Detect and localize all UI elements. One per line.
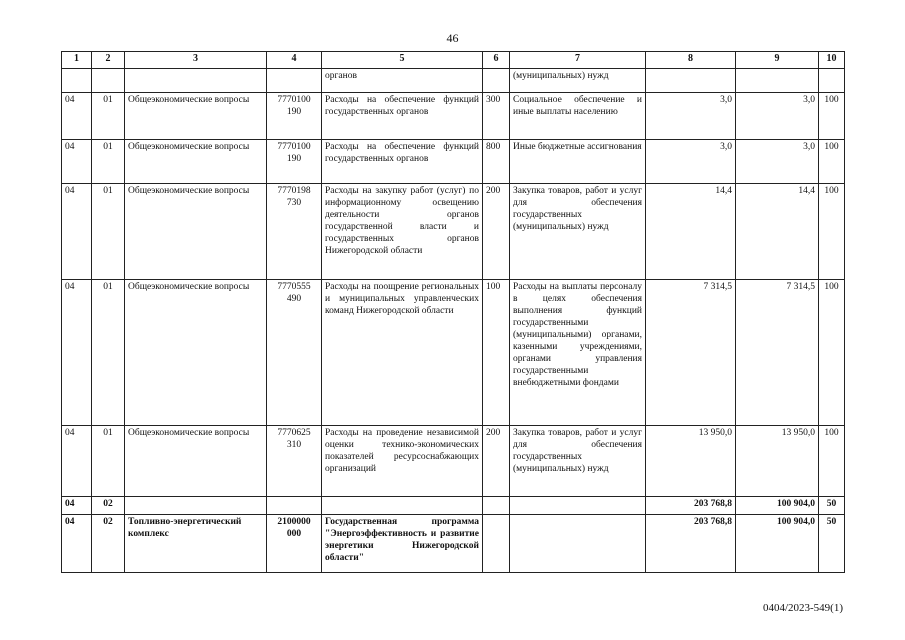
section-name-cell — [125, 497, 267, 515]
table-row — [62, 69, 845, 93]
table-row — [62, 93, 845, 140]
header-cell: 10 — [819, 52, 845, 69]
expense-type-name-cell: Закупка товаров, работ и услуг для обеспечения государственных (муниципальных) нужд — [510, 426, 646, 497]
expense-name-cell: органов — [322, 69, 483, 93]
expense-name-cell: Расходы на поощрение региональных и муниципальных управленческих команд Нижегородской области — [322, 280, 483, 426]
section-code-cell: 04 — [62, 93, 92, 140]
expense-type-name-cell — [510, 497, 646, 515]
percent-cell: 50 — [819, 515, 845, 573]
target-article-cell: 7770555 490 — [267, 280, 322, 426]
section-code-cell: 04 — [62, 426, 92, 497]
target-article-cell: 7770625 310 — [267, 426, 322, 497]
program-row — [62, 515, 845, 573]
subsection-code-cell: 01 — [92, 140, 125, 184]
expense-name-cell: Расходы на закупку работ (услуг) по информационному освещению деятельности органов государственной власти и государственных органов Нижегородской области — [322, 184, 483, 280]
header-cell: 8 — [646, 52, 736, 69]
header-cell: 5 — [322, 52, 483, 69]
expense-name-cell — [322, 497, 483, 515]
table-row — [62, 140, 845, 184]
expense-type-name-cell — [510, 515, 646, 573]
table-header-row — [62, 52, 845, 69]
plan-amount-cell: 3,0 — [646, 140, 736, 184]
document-number: 0404/2023-549(1) — [762, 602, 843, 614]
section-name-cell: Общеэкономические вопросы — [125, 93, 267, 140]
expense-type-code-cell: 200 — [483, 426, 510, 497]
expense-type-name-cell: Социальное обеспечение и иные выплаты населению — [510, 93, 646, 140]
table-row — [62, 280, 845, 426]
actual-amount-cell: 100 904,0 — [736, 515, 819, 573]
section-code-cell: 04 — [62, 515, 92, 573]
section-name-cell: Общеэкономические вопросы — [125, 426, 267, 497]
expense-name-cell: Расходы на обеспечение функций государственных органов — [322, 140, 483, 184]
percent-cell: 100 — [819, 93, 845, 140]
target-article-cell — [267, 497, 322, 515]
actual-amount-cell: 7 314,5 — [736, 280, 819, 426]
target-article-cell: 2100000 000 — [267, 515, 322, 573]
percent-cell: 100 — [819, 140, 845, 184]
plan-amount-cell: 13 950,0 — [646, 426, 736, 497]
expense-type-code-cell: 300 — [483, 93, 510, 140]
expense-name-cell: Расходы на обеспечение функций государственных органов — [322, 93, 483, 140]
page-number: 46 — [446, 31, 459, 45]
expense-type-name-cell: Расходы на выплаты персоналу в целях обеспечения выполнения функций государственными (муниципальными) органами, казенными учреждениями, органами управления государственными внебюджетными фондами — [510, 280, 646, 426]
expense-type-name-cell: Закупка товаров, работ и услуг для обеспечения государственных (муниципальных) нужд — [510, 184, 646, 280]
subsection-code-cell: 02 — [92, 515, 125, 573]
header-cell: 7 — [510, 52, 646, 69]
plan-amount-cell: 14,4 — [646, 184, 736, 280]
expense-type-code-cell: 800 — [483, 140, 510, 184]
target-article-cell: 7770100 190 — [267, 93, 322, 140]
section-name-cell: Топливно-энергетический комплекс — [125, 515, 267, 573]
percent-cell — [819, 69, 845, 93]
section-name-cell: Общеэкономические вопросы — [125, 140, 267, 184]
plan-amount-cell: 203 768,8 — [646, 515, 736, 573]
section-code-cell — [62, 69, 92, 93]
actual-amount-cell: 13 950,0 — [736, 426, 819, 497]
header-cell: 3 — [125, 52, 267, 69]
expense-type-code-cell: 100 — [483, 280, 510, 426]
plan-amount-cell: 3,0 — [646, 93, 736, 140]
expense-type-code-cell — [483, 69, 510, 93]
header-cell: 2 — [92, 52, 125, 69]
plan-amount-cell — [646, 69, 736, 93]
percent-cell: 100 — [819, 184, 845, 280]
header-cell: 9 — [736, 52, 819, 69]
actual-amount-cell — [736, 69, 819, 93]
subsection-code-cell — [92, 69, 125, 93]
percent-cell: 50 — [819, 497, 845, 515]
header-cell: 4 — [267, 52, 322, 69]
section-name-cell: Общеэкономические вопросы — [125, 280, 267, 426]
expense-name-cell: Расходы на проведение независимой оценки технико-экономических показателей ресурсоснабжающих организаций — [322, 426, 483, 497]
expense-type-code-cell: 200 — [483, 184, 510, 280]
section-name-cell — [125, 69, 267, 93]
subsection-code-cell: 01 — [92, 426, 125, 497]
expense-type-code-cell — [483, 497, 510, 515]
section-code-cell: 04 — [62, 280, 92, 426]
target-article-cell: 7770100 190 — [267, 140, 322, 184]
subsection-code-cell: 01 — [92, 93, 125, 140]
expense-type-name-cell: Иные бюджетные ассигнования — [510, 140, 646, 184]
actual-amount-cell: 100 904,0 — [736, 497, 819, 515]
target-article-cell — [267, 69, 322, 93]
table-row — [62, 184, 845, 280]
subsection-code-cell: 02 — [92, 497, 125, 515]
plan-amount-cell: 7 314,5 — [646, 280, 736, 426]
actual-amount-cell: 3,0 — [736, 93, 819, 140]
actual-amount-cell: 14,4 — [736, 184, 819, 280]
actual-amount-cell: 3,0 — [736, 140, 819, 184]
budget-table — [61, 51, 845, 573]
expense-type-name-cell: (муниципальных) нужд — [510, 69, 646, 93]
percent-cell: 100 — [819, 426, 845, 497]
section-code-cell: 04 — [62, 184, 92, 280]
target-article-cell: 7770198 730 — [267, 184, 322, 280]
expense-name-cell: Государственная программа "Энергоэффективность и развитие энергетики Нижегородской области" — [322, 515, 483, 573]
section-code-cell: 04 — [62, 497, 92, 515]
expense-type-code-cell — [483, 515, 510, 573]
subsection-code-cell: 01 — [92, 280, 125, 426]
section-name-cell: Общеэкономические вопросы — [125, 184, 267, 280]
header-cell: 6 — [483, 52, 510, 69]
subsection-code-cell: 01 — [92, 184, 125, 280]
percent-cell: 100 — [819, 280, 845, 426]
subtotal-row — [62, 497, 845, 515]
table-row — [62, 426, 845, 497]
plan-amount-cell: 203 768,8 — [646, 497, 736, 515]
section-code-cell: 04 — [62, 140, 92, 184]
header-cell: 1 — [62, 52, 92, 69]
